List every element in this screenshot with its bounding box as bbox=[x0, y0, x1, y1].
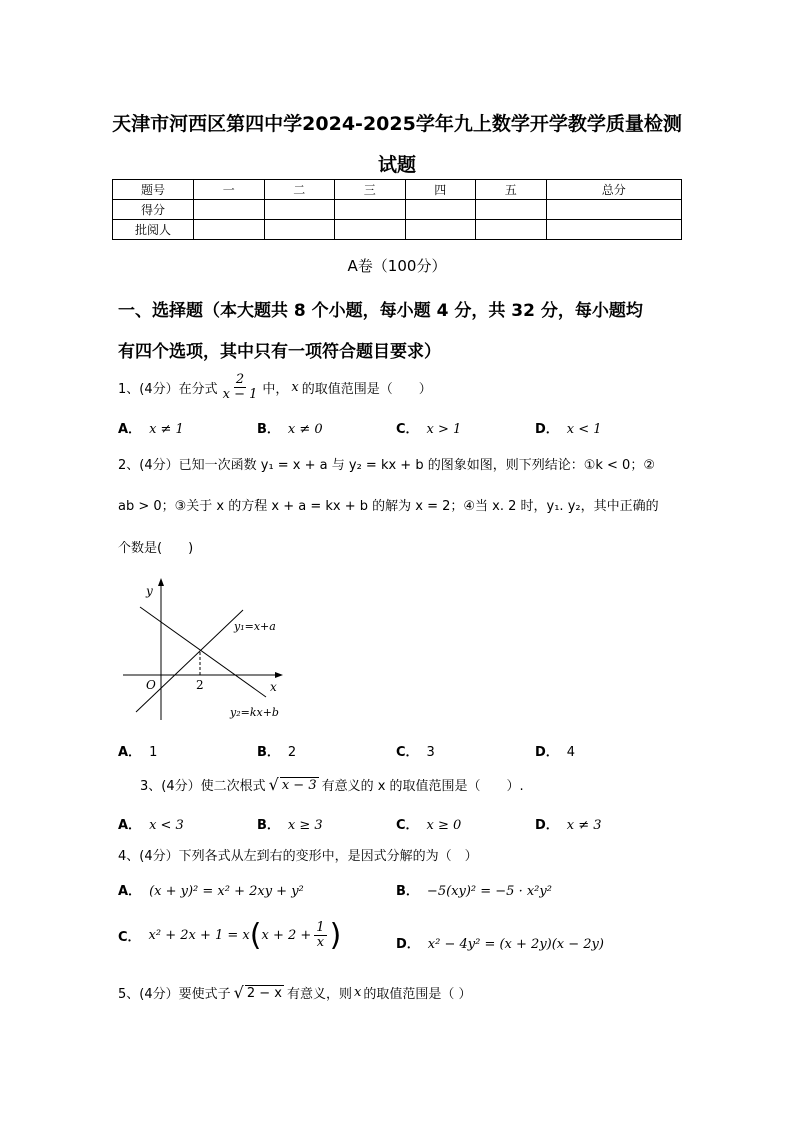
score-cell[interactable] bbox=[335, 200, 406, 220]
right-paren-icon: ) bbox=[329, 918, 342, 953]
option-fraction bbox=[314, 921, 326, 949]
question-5-stem bbox=[118, 983, 471, 1002]
table-header-cell: 一 bbox=[194, 180, 265, 200]
row-label: 得分 bbox=[113, 200, 194, 220]
option-a[interactable] bbox=[118, 741, 157, 760]
section-heading: 一、选择题（本大题共 8 个小题，每小题 4 分，共 32 分，每小题均 bbox=[118, 301, 643, 321]
option-label: B． bbox=[396, 884, 419, 899]
line-y2-label: y₂=kx+b bbox=[230, 706, 279, 719]
option-label: C． bbox=[396, 422, 419, 437]
q1-frac-num: 2 bbox=[235, 372, 245, 387]
q1-prefix: 1、(4分）在分式 bbox=[118, 381, 218, 397]
q3-prefix: 3、(4分）使二次根式 bbox=[140, 779, 266, 794]
sqrt-icon: √ bbox=[233, 983, 244, 1002]
option-label: D． bbox=[535, 422, 559, 437]
q1-var: x bbox=[291, 379, 299, 395]
option-label: A． bbox=[118, 884, 142, 899]
row-label: 批阅人 bbox=[113, 220, 194, 240]
option-text: x ≠ 3 bbox=[566, 818, 602, 833]
function-graph bbox=[118, 572, 293, 727]
option-label: D． bbox=[396, 937, 420, 952]
score-table bbox=[112, 179, 682, 240]
score-cell[interactable] bbox=[405, 200, 476, 220]
score-cell[interactable] bbox=[546, 200, 682, 220]
document-title: 天津市河西区第四中学2024-2025学年九上数学开学教学质量检测 bbox=[112, 113, 682, 135]
frac-num: 1 bbox=[316, 920, 325, 936]
option-b[interactable] bbox=[396, 880, 552, 899]
volume-label: A卷（100分） bbox=[347, 257, 447, 275]
option-a[interactable] bbox=[118, 814, 184, 833]
q5-var: x bbox=[353, 985, 362, 1000]
q1-suffix: 的取值范围是（ ） bbox=[301, 381, 432, 397]
option-text: x ≠ 1 bbox=[149, 422, 184, 437]
option-text: 2 bbox=[287, 745, 297, 760]
option-text: x < 3 bbox=[149, 818, 184, 833]
option-a[interactable] bbox=[118, 418, 184, 437]
option-text: 1 bbox=[149, 745, 158, 760]
line-y1-label: y₁=x+a bbox=[234, 620, 276, 633]
option-label: B． bbox=[257, 422, 280, 437]
score-cell[interactable] bbox=[194, 200, 265, 220]
option-text: x² + 2x + 1 = x bbox=[148, 928, 250, 943]
option-label: B． bbox=[257, 745, 280, 760]
option-d[interactable] bbox=[535, 814, 602, 833]
score-cell[interactable] bbox=[476, 220, 547, 240]
score-cell[interactable] bbox=[405, 220, 476, 240]
option-label: A． bbox=[118, 745, 142, 760]
option-text: x ≠ 0 bbox=[287, 422, 323, 437]
option-d[interactable] bbox=[535, 418, 602, 437]
sqrt-icon: √ bbox=[268, 775, 279, 794]
option-label: B． bbox=[257, 818, 280, 833]
q5-radicand: 2 − x bbox=[246, 985, 282, 1001]
q5-mid: 有意义，则 bbox=[286, 987, 352, 1002]
option-b[interactable] bbox=[257, 814, 323, 833]
score-cell[interactable] bbox=[546, 220, 682, 240]
q3-suffix: 有意义的 x 的取值范围是（ ）. bbox=[321, 779, 524, 794]
option-d[interactable] bbox=[535, 741, 575, 760]
option-label: C． bbox=[396, 745, 419, 760]
option-text: x ≥ 3 bbox=[287, 818, 323, 833]
section-heading-cont: 有四个选项，其中只有一项符合题目要求） bbox=[118, 342, 441, 362]
option-text: −5(xy)² = −5 · x²y² bbox=[426, 884, 552, 899]
option-b[interactable] bbox=[257, 418, 323, 437]
score-cell[interactable] bbox=[194, 220, 265, 240]
y-axis-label: y bbox=[146, 584, 153, 598]
option-label: D． bbox=[535, 818, 559, 833]
tick-label: 2 bbox=[196, 678, 204, 692]
q1-frac-den: x − 1 bbox=[222, 386, 258, 402]
table-row bbox=[113, 220, 682, 240]
score-cell[interactable] bbox=[264, 220, 335, 240]
option-b[interactable] bbox=[257, 741, 296, 760]
frac-den: x bbox=[316, 935, 325, 950]
option-d[interactable] bbox=[396, 933, 604, 952]
document-title-cont: 试题 bbox=[377, 154, 416, 176]
option-text: x < 1 bbox=[566, 422, 602, 437]
origin-label: O bbox=[146, 678, 156, 692]
table-header-cell: 五 bbox=[476, 180, 547, 200]
table-row bbox=[113, 200, 682, 220]
option-text: 3 bbox=[426, 745, 435, 760]
left-paren-icon: ( bbox=[249, 918, 262, 953]
table-row bbox=[113, 180, 682, 200]
question-2-stem-cont: ab > 0；③关于 x 的方程 x + a = kx + b 的解为 x = 2；④当 x. 2 时，y₁. y₂，其中正确的 bbox=[118, 499, 659, 514]
table-header-cell: 三 bbox=[335, 180, 406, 200]
x-axis-arrow bbox=[275, 672, 283, 678]
option-label: C． bbox=[396, 818, 419, 833]
option-text: x² − 4y² = (x + 2y)(x − 2y) bbox=[427, 937, 604, 952]
option-c[interactable] bbox=[118, 918, 341, 953]
q3-radicand: x − 3 bbox=[281, 777, 317, 793]
option-text: 4 bbox=[566, 745, 576, 760]
option-label: D． bbox=[535, 745, 559, 760]
table-header-cell: 总分 bbox=[546, 180, 682, 200]
option-text: x > 1 bbox=[426, 422, 462, 437]
table-header-cell: 二 bbox=[264, 180, 335, 200]
table-header-cell: 四 bbox=[405, 180, 476, 200]
score-cell[interactable] bbox=[335, 220, 406, 240]
option-label: A． bbox=[118, 422, 142, 437]
option-text: (x + y)² = x² + 2xy + y² bbox=[149, 884, 304, 899]
q5-suffix: 的取值范围是（ ） bbox=[363, 987, 472, 1002]
question-2-stem: 2、(4分）已知一次函数 y₁ = x + a 与 y₂ = kx + b 的图象如图，则下列结论：①k < 0；② bbox=[118, 458, 655, 473]
option-text: x ≥ 0 bbox=[426, 818, 462, 833]
option-label: C． bbox=[118, 930, 141, 945]
question-1-stem bbox=[118, 373, 432, 401]
line-y1 bbox=[136, 610, 243, 712]
q1-mid: 中， bbox=[262, 381, 289, 397]
question-4-stem: 4、(4分）下列各式从左到右的变形中，是因式分解的为（ ） bbox=[118, 849, 478, 864]
question-2-stem-end: 个数是( ) bbox=[118, 541, 194, 556]
y-axis-arrow bbox=[158, 578, 164, 586]
option-c[interactable] bbox=[396, 814, 461, 833]
x-axis-label: x bbox=[270, 680, 277, 694]
table-header-cell: 题号 bbox=[113, 180, 194, 200]
option-c[interactable] bbox=[396, 741, 435, 760]
score-cell[interactable] bbox=[264, 200, 335, 220]
option-label: A． bbox=[118, 818, 142, 833]
option-inner-text: x + 2 + bbox=[261, 928, 312, 943]
option-a[interactable] bbox=[118, 880, 304, 899]
question-3-stem bbox=[140, 775, 524, 794]
q1-fraction bbox=[221, 373, 260, 401]
q5-prefix: 5、(4分）要使式子 bbox=[118, 987, 231, 1002]
score-cell[interactable] bbox=[476, 200, 547, 220]
option-c[interactable] bbox=[396, 418, 461, 437]
